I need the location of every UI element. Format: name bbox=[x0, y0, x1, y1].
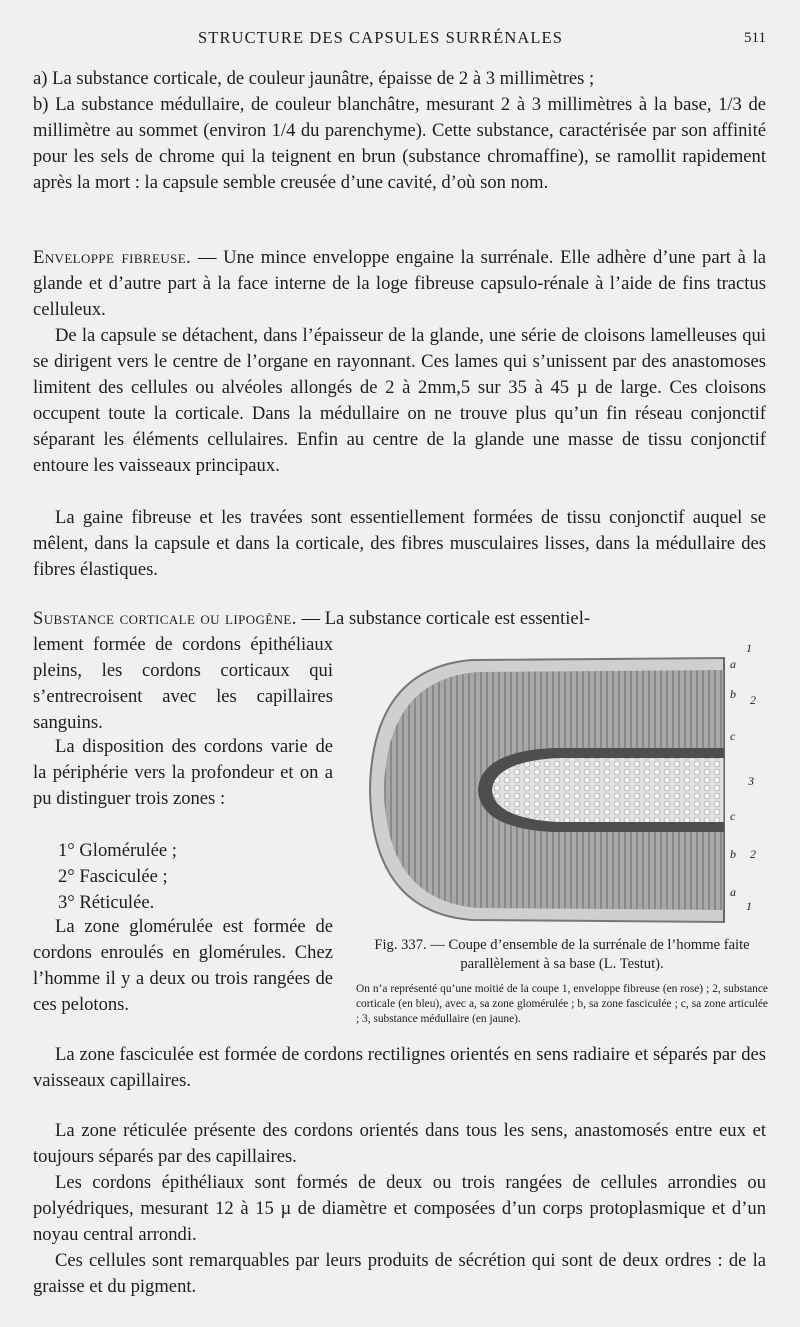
page-number: 511 bbox=[744, 30, 766, 46]
figure-label-c-top: c bbox=[730, 729, 736, 743]
paragraph-cloisons: De la capsule se détachent, dans l’épaisseur de la glande, une série de cloisons lamelleuses qui se dirigent vers le centre de l’organe en rayonnant. Ces lames qui s’unissent par des anastomoses limitent des cellules ou alvéoles allongés de 2 à 2mm,5 sur 35 à 45 µ de large. Ces cloisons occupent toute la corticale. Dans la médullaire on ne trouve plus qu’un fin réseau conjonctif séparant les éléments cellulaires. Enfin au centre de la glande une masse de tissu conjonctif entoure les vaisseaux principaux. bbox=[33, 325, 766, 476]
figure-label-c-bottom: c bbox=[730, 809, 736, 823]
paragraph-zone-reticulee: La zone réticulée présente des cordons orientés dans tous les sens, anastomosés entre eux et toujours séparés par des capillaires. bbox=[33, 1120, 766, 1167]
paragraph-substance-corticale-cont: lement formée de cordons épithéliaux pleins, les cordons corticaux qui s’entrecroisent avec les capillaires sanguins. bbox=[33, 634, 333, 733]
paragraph-enveloppe bbox=[33, 245, 766, 323]
running-title: STRUCTURE DES CAPSULES SURRÉNALES bbox=[198, 28, 563, 47]
figure-note: On n’a représenté qu’une moitié de la coupe 1, enveloppe fibreuse (en rose) ; 2, substance corticale (en bleu), avec a, sa zone glomérulée ; b, sa zone fasciculée ; c, sa zone articulée ; 3, substance médullaire (en jaune). bbox=[356, 983, 768, 1026]
section-heading-enveloppe: Enveloppe fibreuse. bbox=[33, 247, 192, 268]
figure-label-1-bottom: 1 bbox=[746, 899, 752, 913]
paragraph-substance-corticale-heading bbox=[33, 606, 766, 632]
figure-label-2-top: 2 bbox=[750, 693, 756, 707]
paragraph-cortical-summary: a) La substance corticale, de couleur jaunâtre, épaisse de 2 à 3 millimètres ; bbox=[33, 68, 595, 89]
figure-label-b-top: b bbox=[730, 687, 736, 701]
page-header bbox=[0, 28, 800, 52]
figure-label-2-bottom: 2 bbox=[750, 847, 756, 861]
paragraph-secretion: Ces cellules sont remarquables par leurs produits de sécrétion qui sont de deux ordres : de la graisse et du pigment. bbox=[33, 1250, 766, 1297]
paragraph-disposition: La disposition des cordons varie de la périphérie vers la profondeur et on a pu distinguer trois zones : bbox=[33, 736, 333, 809]
paragraph-zone-glomerulee: La zone glomérulée est formée de cordons enroulés en glomérules. Chez l’homme il y a deux ou trois rangées de ces pelotons. bbox=[33, 916, 333, 1015]
list-item-reticulee: 3° Réticulée. bbox=[58, 892, 155, 913]
figure-label-b-bottom: b bbox=[730, 847, 736, 861]
list-item-glomerulee: 1° Glomérulée ; bbox=[58, 840, 177, 861]
figure-label-a-bottom: a bbox=[730, 885, 736, 899]
adrenal-section-figure bbox=[352, 640, 772, 940]
figure-label-a-top: a bbox=[730, 657, 736, 671]
paragraph-medullary-summary: b) La substance médullaire, de couleur blanchâtre, mesurant 2 à 3 millimètres à la base, 1/3 de millimètre au sommet (environ 1/4 du parenchyme). Cette substance, caractérisée par son affinité pour les sels de chrome qui la teignent en brun (substance chromaffine), se ramollit rapidement après la mort : la capsule semble creusée d’une cavité, d’où son nom. bbox=[33, 94, 766, 193]
paragraph-enveloppe-text: — Une mince enveloppe engaine la surrénale. Elle adhère d’une part à la glande et d’autre part à la face interne de la loge fibreuse capsulo-rénale à l’aide de fins tractus celluleux. bbox=[33, 247, 766, 320]
figure-label-3: 3 bbox=[748, 774, 754, 788]
list-item-fasciculee: 2° Fasciculée ; bbox=[58, 866, 168, 887]
paragraph-zone-fasciculee: La zone fasciculée est formée de cordons rectilignes orientés en sens radiaire et séparés par des vaisseaux capillaires. bbox=[33, 1044, 766, 1091]
paragraph-cordons-epitheliaux: Les cordons épithéliaux sont formés de deux ou trois rangées de cellules arrondies ou polyédriques, mesurant 12 à 15 µ de diamètre et composées d’un corps protoplasmique et d’un noyau central arrondi. bbox=[33, 1172, 766, 1245]
paragraph-gaine: La gaine fibreuse et les travées sont essentiellement formées de tissu conjonctif auquel se mêlent, dans la capsule et dans la corticale, des fibres musculaires lisses, dans la médullaire des fibres élastiques. bbox=[33, 507, 766, 580]
paragraph-substance-corticale-line: — La substance corticale est essentiel- bbox=[296, 608, 591, 629]
figure-caption: Fig. 337. — Coupe d’ensemble de la surrénale de l’homme faite parallèlement à sa base (L. Testut). bbox=[374, 937, 750, 972]
figure-label-1-top: 1 bbox=[746, 641, 752, 655]
section-heading-substance-corticale: Substance corticale ou lipogène. bbox=[33, 608, 297, 629]
